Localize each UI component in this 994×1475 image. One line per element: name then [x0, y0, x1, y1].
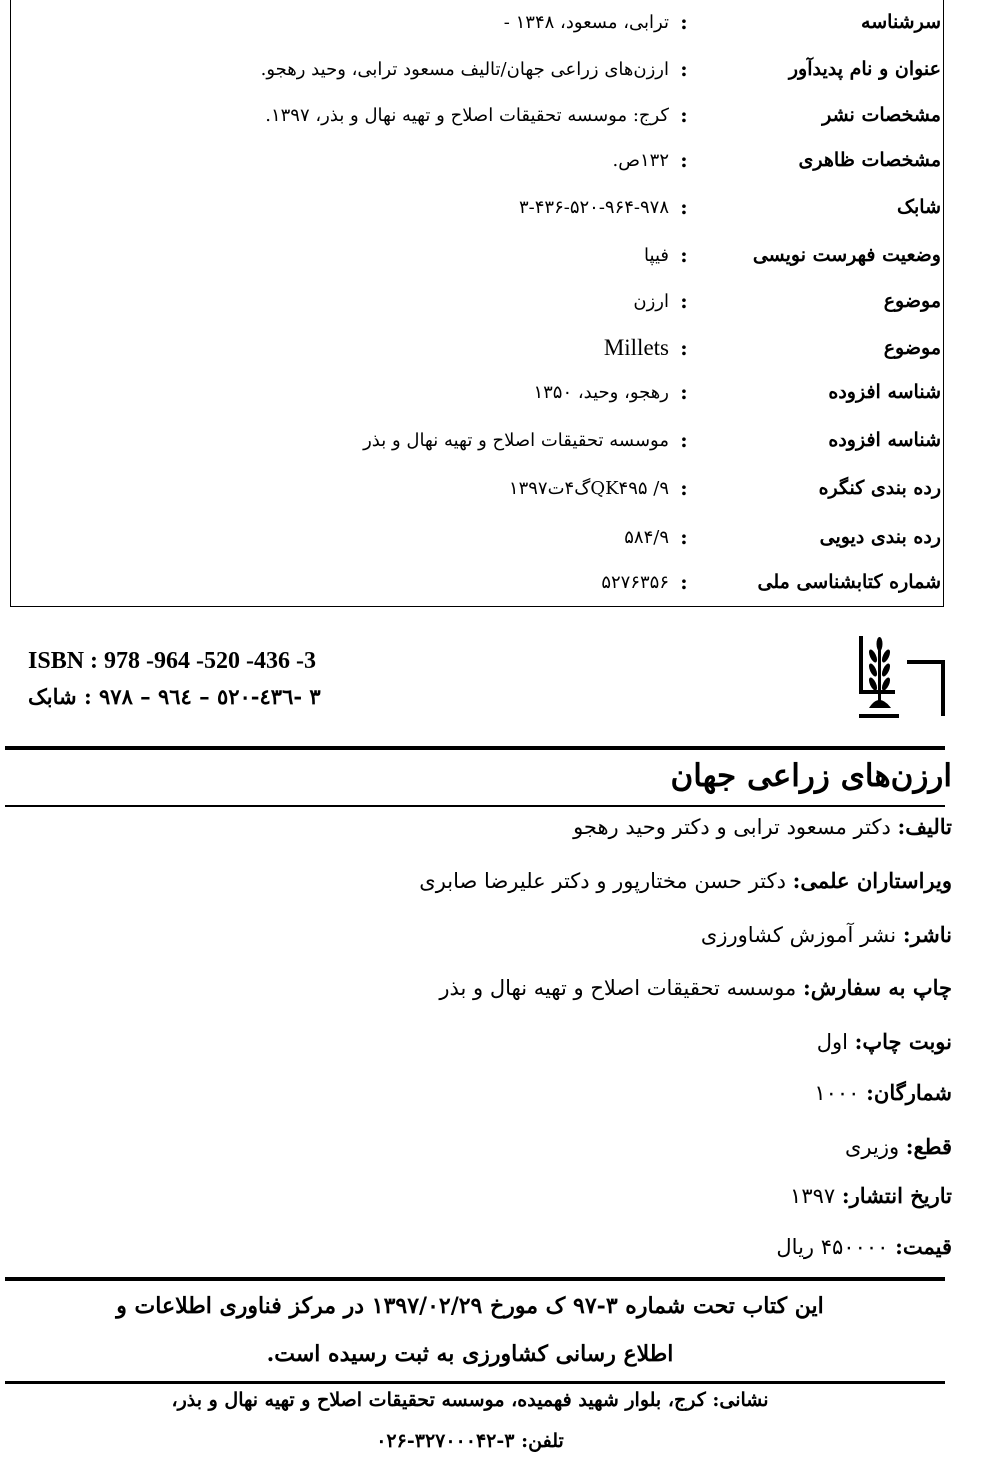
cip-value: ارزن	[633, 290, 669, 312]
cip-value: ۵۸۴/۹	[624, 526, 669, 548]
cip-row	[11, 235, 943, 275]
cip-value: ۵۲۷۶۳۵۶	[601, 571, 669, 593]
detail-line-print-run	[814, 1080, 952, 1105]
cip-row	[11, 140, 943, 180]
detail-line-publisher	[701, 922, 952, 947]
cip-row	[11, 562, 943, 602]
registration-notice-line2: اطلاع رسانی کشاورزی به ثبت رسیده است.	[266, 1341, 674, 1367]
cip-label: موضوع	[883, 337, 941, 359]
cip-colon: :	[680, 525, 688, 549]
cip-colon: :	[680, 243, 688, 267]
cip-row	[11, 281, 943, 321]
cip-label: شماره کتابشناسی ملی	[757, 571, 941, 593]
cip-label: شناسه افزوده	[828, 429, 941, 451]
detail-line-author	[573, 814, 952, 839]
detail-label: ناشر:	[902, 922, 952, 947]
isbn-persian: ۳ -٤٣٦-٥٢٠ – ٩٦٤ – ۹۷۸ : شابک	[28, 684, 321, 709]
detail-value: دکتر حسن مختارپور و دکتر علیرضا صابری	[419, 869, 786, 893]
divider-address	[5, 1381, 945, 1384]
detail-label: تالیف:	[897, 814, 952, 839]
cip-value: QK۴۹۵ /۹گ۴ت۱۳۹۷	[508, 477, 669, 499]
cip-row	[11, 187, 943, 227]
registration-notice-line1: این کتاب تحت شماره ۳-۹۷ ک مورخ ۱۳۹۷/۰۲/۲۹ در مرکز فناوری اطلاعات و	[116, 1293, 824, 1319]
cip-label: سرشناسه	[861, 11, 941, 33]
detail-label: ویراستاران علمی:	[792, 868, 952, 893]
cip-value: رهجو، وحید، ۱۳۵۰	[533, 381, 669, 403]
cip-value: موسسه تحقیقات اصلاح و تهیه نهال و بذر	[363, 429, 669, 451]
book-title: ارزن‌های زراعی جهان	[670, 758, 952, 794]
detail-value: اول	[816, 1030, 848, 1054]
detail-value: ۱۰۰۰	[814, 1081, 860, 1105]
detail-label: شمارگان:	[866, 1080, 952, 1105]
detail-line-price	[776, 1234, 952, 1259]
detail-label: نوبت چاپ:	[854, 1029, 952, 1054]
detail-label: تاریخ انتشار:	[841, 1183, 952, 1208]
cip-catalog-box	[10, 0, 944, 607]
divider-top	[5, 746, 945, 750]
detail-line-commissioned	[439, 975, 952, 1000]
phone-line: تلفن: ۳-۳۲۷۰۰۰۴۲-۰۲۶	[376, 1430, 564, 1452]
wheat-emblem-icon	[855, 632, 947, 718]
isbn-latin: ISBN : 978 -964 -520 -436 -3	[28, 648, 316, 674]
cip-row	[11, 2, 943, 42]
cip-row	[11, 420, 943, 460]
detail-line-publish-date	[790, 1183, 952, 1208]
cip-value: ترابی، مسعود، ۱۳۴۸ -	[503, 11, 669, 33]
cip-colon: :	[680, 10, 688, 34]
cip-row	[11, 517, 943, 557]
cip-label: موضوع	[883, 290, 941, 312]
cip-label: شناسه افزوده	[828, 381, 941, 403]
cip-colon: :	[680, 57, 688, 81]
cip-row	[11, 372, 943, 412]
cip-colon: :	[680, 476, 688, 500]
cip-label: عنوان و نام پدیدآور	[788, 58, 941, 80]
cip-colon: :	[680, 289, 688, 313]
cip-row	[11, 49, 943, 89]
cip-value: Millets	[603, 335, 669, 360]
detail-line-format	[845, 1134, 952, 1159]
detail-value: موسسه تحقیقات اصلاح و تهیه نهال و بذر	[439, 976, 797, 1000]
detail-value: ۴۵۰۰۰۰ ریال	[776, 1235, 889, 1259]
cip-label: وضعیت فهرست نویسی	[752, 244, 941, 266]
cip-label: مشخصات نشر	[822, 104, 941, 126]
cip-colon: :	[680, 148, 688, 172]
divider-title	[5, 805, 945, 807]
detail-value: نشر آموزش کشاورزی	[700, 923, 897, 947]
detail-line-edition	[817, 1029, 952, 1054]
divider-notice	[5, 1277, 945, 1281]
cip-row	[11, 95, 943, 135]
cip-value: ۱۳۲ص.	[612, 149, 669, 171]
cip-label: رده بندی دیویی	[819, 526, 941, 548]
cip-value: کرج: موسسه تحقیقات اصلاح و تهیه نهال و بذر، ۱۳۹۷.	[265, 104, 669, 126]
detail-label: چاپ به سفارش:	[802, 975, 952, 1000]
cip-colon: :	[680, 336, 688, 360]
cip-colon: :	[680, 428, 688, 452]
cip-row	[11, 468, 943, 508]
cip-value: فیپا	[644, 244, 669, 266]
cip-row	[11, 328, 943, 368]
cip-label: شابک	[896, 196, 941, 218]
detail-label: قیمت:	[895, 1234, 952, 1259]
detail-label: قطع:	[905, 1134, 952, 1159]
cip-colon: :	[680, 380, 688, 404]
address-line: نشانی: کرج، بلوار شهید فهمیده، موسسه تحقیقات اصلاح و تهیه نهال و بذر،	[171, 1389, 769, 1411]
detail-value: وزیری	[844, 1135, 900, 1159]
cip-value: ۳-۴۳۶-۵۲۰-۹۶۴-۹۷۸	[518, 196, 669, 218]
cip-colon: :	[680, 195, 688, 219]
cip-label: رده بندی کنگره	[818, 477, 941, 499]
detail-value: دکتر مسعود ترابی و دکتر وحید رهجو	[573, 815, 891, 839]
cip-colon: :	[680, 103, 688, 127]
detail-value: ۱۳۹۷	[790, 1184, 836, 1208]
cip-colon: :	[680, 570, 688, 594]
cip-label: مشخصات ظاهری	[798, 149, 941, 171]
cip-value: ارزن‌های زراعی جهان/تالیف مسعود ترابی، وحید رهجو.	[260, 58, 669, 80]
detail-line-editors	[419, 868, 952, 893]
